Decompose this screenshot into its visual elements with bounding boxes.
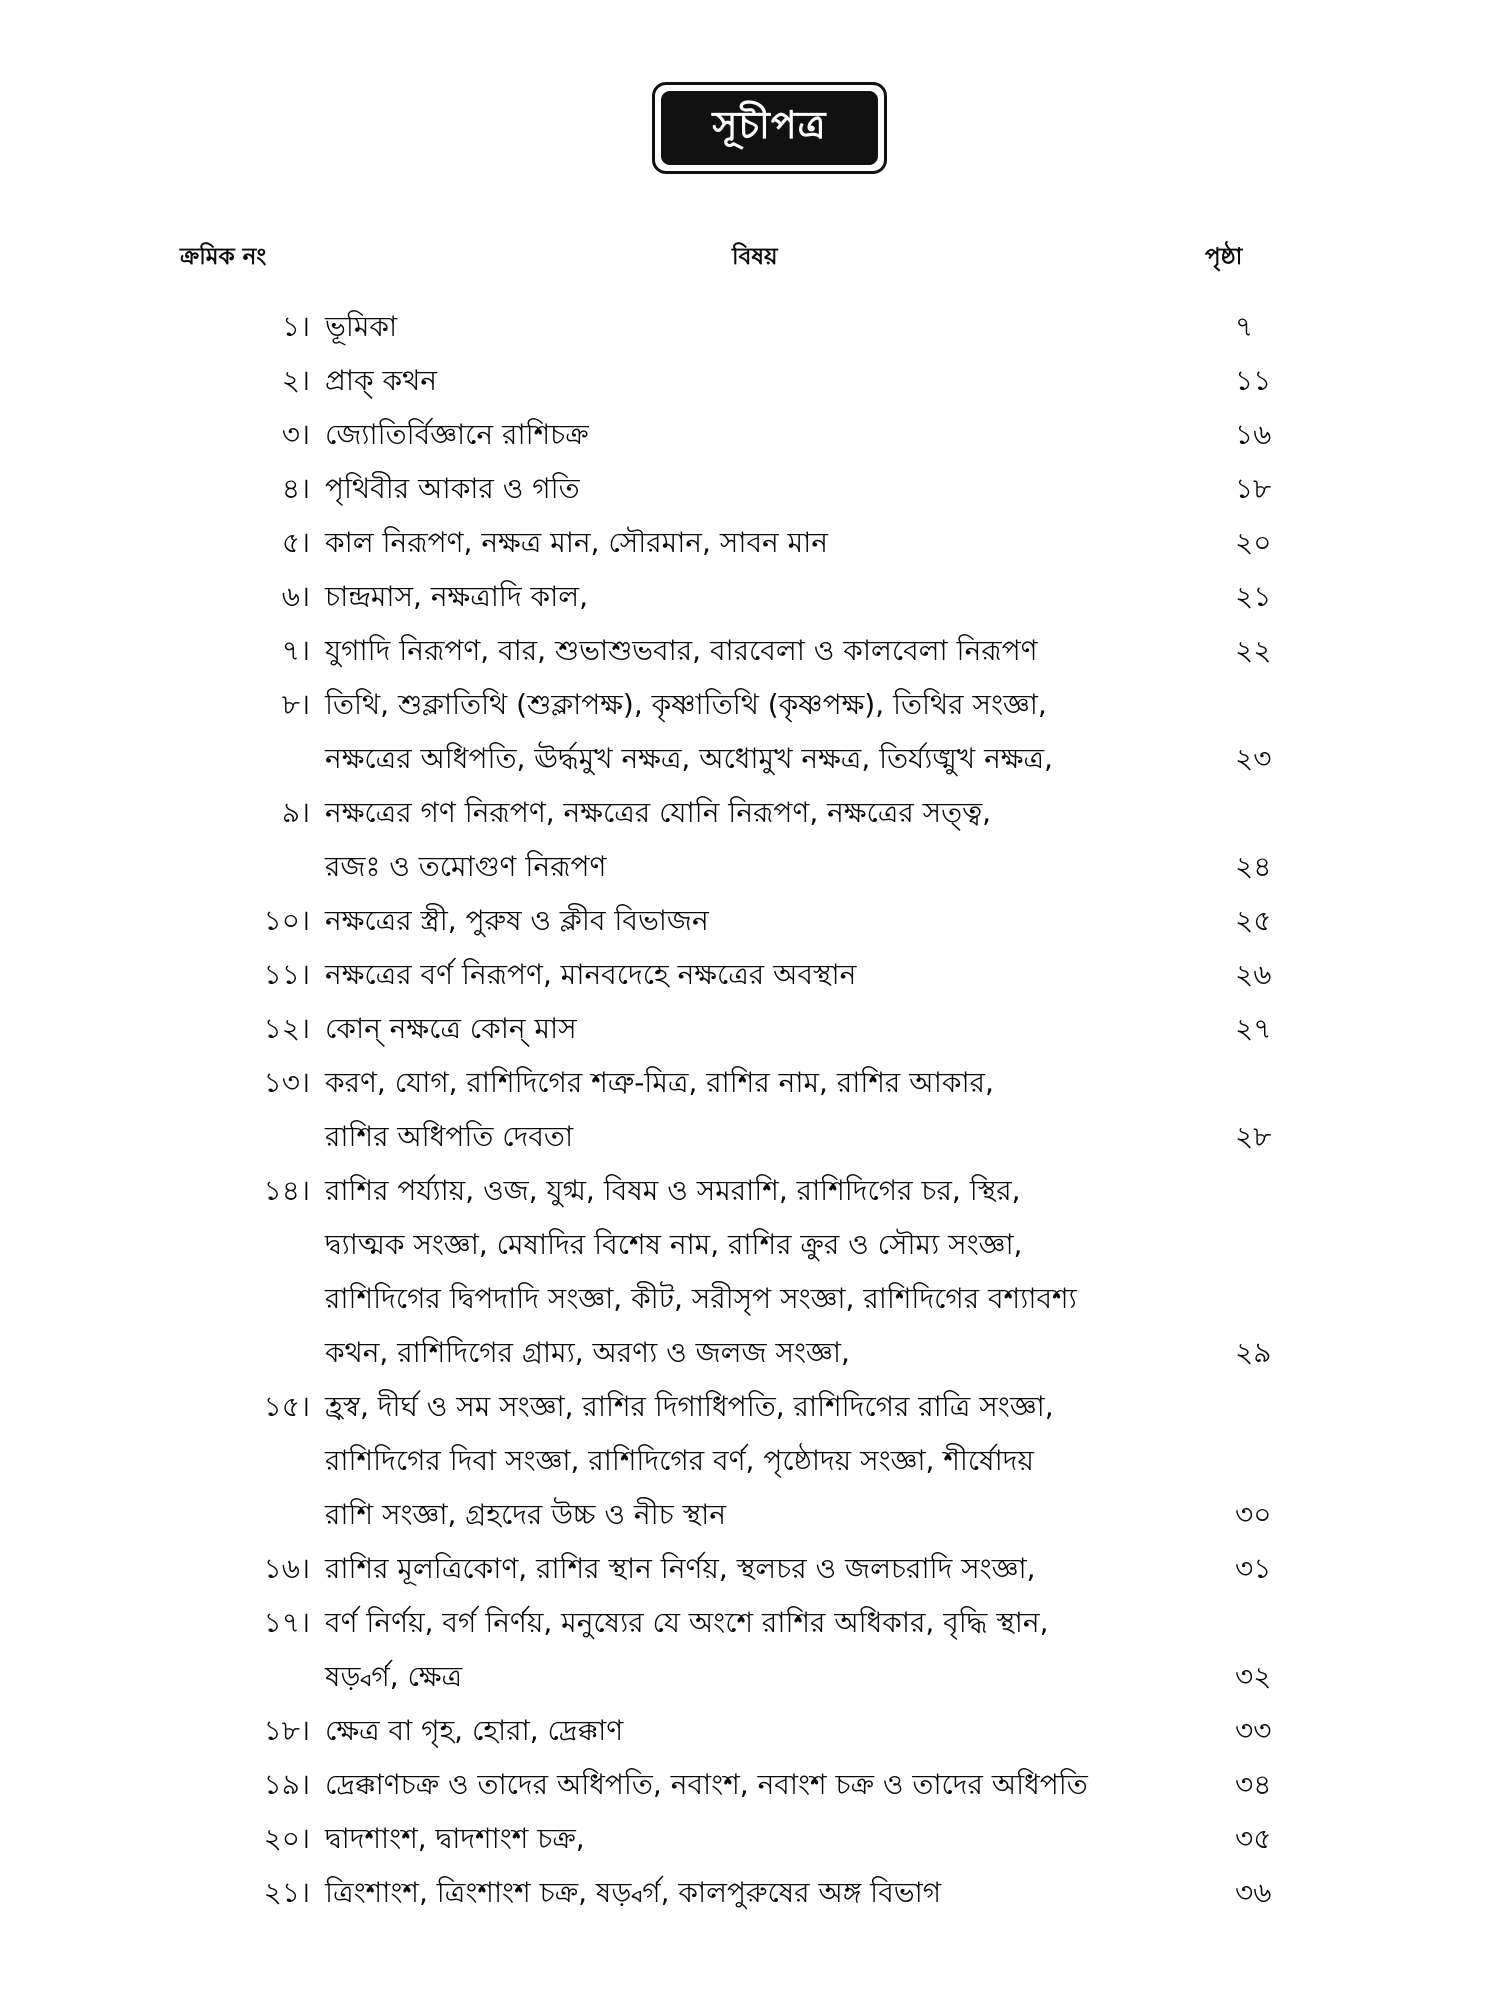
entry-serial: ৬।	[281, 580, 310, 613]
entry-subject: যুগাদি নিরূপণ, বার, শুভাশুভবার, বারবেলা ও কালবেলা নিরূপণ	[325, 634, 1038, 667]
toc-entry	[0, 1596, 1500, 1704]
entry-serial: ১।	[281, 310, 310, 343]
entry-page: ৩৬	[1235, 1876, 1272, 1909]
toc-entry	[0, 1704, 1500, 1758]
entry-subject: পৃথিবীর আকার ও গতি	[325, 472, 580, 505]
entry-serial: ১৩।	[263, 1066, 310, 1099]
toc-entry	[0, 1542, 1500, 1596]
toc-entry	[0, 408, 1500, 462]
entry-page: ১৬	[1235, 418, 1272, 451]
entry-subject: প্রাক্ কথন	[325, 364, 437, 397]
entry-page: ২৫	[1235, 904, 1272, 937]
entry-subject: দ্রেক্কাণচক্র ও তাদের অধিপতি, নবাংশ, নবাংশ চক্র ও তাদের অধিপতি	[325, 1768, 1088, 1801]
entry-serial: ৪।	[281, 472, 310, 505]
entry-page: ২৬	[1235, 958, 1272, 991]
toc-entry	[0, 1812, 1500, 1866]
entry-serial: ৭।	[281, 634, 310, 667]
toc-entry	[0, 462, 1500, 516]
toc-entry	[0, 948, 1500, 1002]
entry-page: ২৭	[1235, 1012, 1272, 1045]
toc-entry	[0, 894, 1500, 948]
entry-page: ২৪	[1235, 850, 1272, 883]
entry-subject: জ্যোতির্বিজ্ঞানে রাশিচক্র	[325, 418, 589, 451]
entry-page: ১৮	[1235, 472, 1272, 505]
entry-serial: ৫।	[281, 526, 310, 559]
entry-serial: ১০।	[263, 904, 310, 937]
entry-page: ৩৩	[1235, 1714, 1272, 1747]
entry-page: ২৩	[1235, 742, 1272, 775]
entry-subject: নক্ষত্রের স্ত্রী, পুরুষ ও ক্লীব বিভাজন	[325, 904, 709, 937]
toc-entry	[0, 1002, 1500, 1056]
title-box	[652, 82, 887, 174]
toc-entry	[0, 1866, 1500, 1920]
entry-page: ২১	[1235, 580, 1272, 613]
entry-page: ২৯	[1235, 1336, 1272, 1369]
entry-serial: ৮।	[281, 688, 310, 721]
entry-serial: ১৭।	[263, 1606, 310, 1639]
entry-serial: ১১।	[263, 958, 310, 991]
entry-subject: চান্দ্রমাস, নক্ষত্রাদি কাল,	[325, 580, 589, 613]
entry-subject: তিথি, শুক্লাতিথি (শুক্লাপক্ষ), কৃষ্ণাতিথি (কৃষ্ণপক্ষ), তিথির সংজ্ঞা, নক্ষত্রের অধিপতি, ঊর্দ্ধমুখ নক্ষত্র, অধোমুখ নক্ষত্র, তির্য্যঙ্মুখ নক্ষত্র,	[325, 688, 1053, 775]
entry-page: ৩৫	[1235, 1822, 1272, 1855]
entry-subject: ভূমিকা	[325, 310, 398, 343]
entry-serial: ২১।	[263, 1876, 310, 1909]
toc-entry	[0, 570, 1500, 624]
toc-entry	[0, 1056, 1500, 1164]
toc-entry	[0, 786, 1500, 894]
entry-page: ৭	[1235, 310, 1254, 343]
entry-subject: নক্ষত্রের গণ নিরূপণ, নক্ষত্রের যোনি নিরূপণ, নক্ষত্রের সত্ত্ব, রজঃ ও তমোগুণ নিরূপণ	[325, 796, 992, 883]
toc-entry	[0, 300, 1500, 354]
page-title: সূচীপত্র	[661, 91, 878, 165]
entry-page: ১১	[1235, 364, 1272, 397]
entry-subject: রাশির পর্য্যায়, ওজ, যুগ্ম, বিষম ও সমরাশি, রাশিদিগের চর, স্থির, দ্ব্যাত্মক সংজ্ঞা, মেষাদির বিশেষ নাম, রাশির ক্রুর ও সৌম্য সংজ্ঞা, রাশিদিগের দ্বিপদাদি সংজ্ঞা, কীট, সরীসৃপ সংজ্ঞা, রাশিদিগের বশ্যাবশ্য কথন, রাশিদিগের গ্রাম্য, অরণ্য ও জলজ সংজ্ঞা,	[325, 1174, 1077, 1369]
entry-subject: করণ, যোগ, রাশিদিগের শত্রু-মিত্র, রাশির নাম, রাশির আকার, রাশির অধিপতি দেবতা	[325, 1066, 994, 1153]
toc-entry	[0, 516, 1500, 570]
entry-subject: ক্ষেত্র বা গৃহ, হোরা, দ্রেক্কাণ	[325, 1714, 624, 1747]
toc-entry	[0, 1758, 1500, 1812]
entry-page: ২২	[1235, 634, 1272, 667]
entry-page: ৩২	[1235, 1660, 1272, 1693]
header-page: পৃষ্ঠা	[1205, 244, 1243, 270]
entry-page: ৩০	[1235, 1498, 1272, 1531]
header-subject: বিষয়	[732, 244, 778, 270]
entry-subject: বর্ণ নির্ণয়, বর্গ নির্ণয়, মনুষ্যের যে অংশে রাশির অধিকার, বৃদ্ধি স্থান, ষড়্বর্গ, ক্ষেত্র	[325, 1606, 1049, 1693]
toc-entry	[0, 1380, 1500, 1542]
entry-subject: নক্ষত্রের বর্ণ নিরূপণ, মানবদেহে নক্ষত্রের অবস্থান	[325, 958, 857, 991]
toc-entry	[0, 678, 1500, 786]
entry-page: ২০	[1235, 526, 1272, 559]
entry-subject: কোন্ নক্ষত্রে কোন্ মাস	[325, 1012, 577, 1045]
entry-serial: ১৬।	[263, 1552, 310, 1585]
entry-serial: ১৫।	[263, 1390, 310, 1423]
entry-subject: কাল নিরূপণ, নক্ষত্র মান, সৌরমান, সাবন মান	[325, 526, 829, 559]
entry-subject: দ্বাদশাংশ, দ্বাদশাংশ চক্র,	[325, 1822, 585, 1855]
toc-entry	[0, 1164, 1500, 1380]
entry-serial: ৩।	[281, 418, 310, 451]
entry-page: ৩৪	[1235, 1768, 1272, 1801]
entry-serial: ১৪।	[263, 1174, 310, 1207]
entry-page: ২৮	[1235, 1120, 1272, 1153]
entry-subject: রাশির মূলত্রিকোণ, রাশির স্থান নির্ণয়, স্থলচর ও জলচরাদি সংজ্ঞা,	[325, 1552, 1036, 1585]
entry-page: ৩১	[1235, 1552, 1272, 1585]
entry-subject: হ্রস্ব, দীর্ঘ ও সম সংজ্ঞা, রাশির দিগাধিপতি, রাশিদিগের রাত্রি সংজ্ঞা, রাশিদিগের দিবা সংজ্ঞা, রাশিদিগের বর্ণ, পৃষ্ঠোদয় সংজ্ঞা, শীর্ষোদয় রাশি সংজ্ঞা, গ্রহদের উচ্চ ও নীচ স্থান	[325, 1390, 1054, 1531]
header-serial: ক্রমিক নং	[180, 244, 267, 270]
table-of-contents	[0, 300, 1500, 1920]
entry-serial: ১৮।	[263, 1714, 310, 1747]
entry-serial: ২০।	[263, 1822, 310, 1855]
toc-entry	[0, 354, 1500, 408]
entry-serial: ৯।	[281, 796, 310, 829]
entry-serial: ২।	[281, 364, 310, 397]
entry-serial: ১৯।	[263, 1768, 310, 1801]
entry-subject: ত্রিংশাংশ, ত্রিংশাংশ চক্র, ষড়্বর্গ, কালপুরুষের অঙ্গ বিভাগ	[325, 1876, 942, 1909]
entry-serial: ১২।	[263, 1012, 310, 1045]
toc-entry	[0, 624, 1500, 678]
